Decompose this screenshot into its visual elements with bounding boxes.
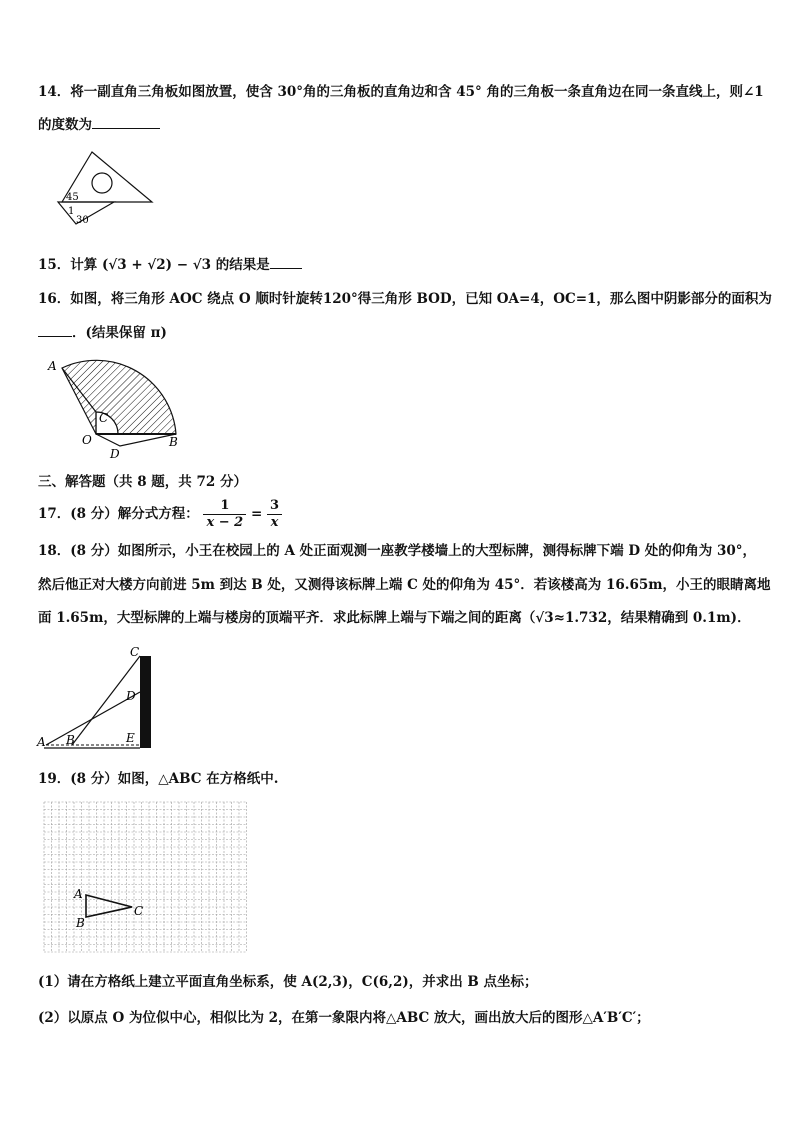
q19-triangle-abc <box>86 895 132 917</box>
q14-line2 <box>38 114 160 135</box>
q16-shaded-sector <box>62 360 176 434</box>
q16-line2-text: ．(结果保留 π) <box>72 325 167 341</box>
q18-building <box>140 656 151 748</box>
q17-left-numerator: 1 <box>203 498 246 515</box>
q15-prefix: 15．计算 <box>38 257 98 273</box>
q18-figure <box>34 642 164 754</box>
q19-part1: (1）请在方格纸上建立平面直角坐标系，使 A(2,3)，C(6,2)，并求出 B 点坐标； <box>38 974 538 990</box>
q16-label-c: C <box>99 411 109 425</box>
q14-label-30: 30 <box>76 215 89 226</box>
q18-line2: 然后他正对大楼方向前进 5m 到达 B 处，又测得该标牌上端 C 处的仰角为 45°．若该楼高为 16.65m，小王的眼睛离地 <box>38 577 771 593</box>
q18-line1: 18．(8 分）如图所示，小王在校园上的 A 处正面观测一座教学楼墙上的大型标牌，测得标牌下端 D 处的仰角为 30°， <box>38 543 756 559</box>
q19-grid-figure <box>42 800 252 955</box>
q17-line <box>38 496 282 532</box>
q15-answer-blank <box>270 254 302 269</box>
q18-label-e: E <box>126 731 135 745</box>
q16-triangle-bod <box>96 434 176 446</box>
q16-line1: 16．如图，将三角形 AOC 绕点 O 顺时针旋转120°得三角形 BOD，已知 OA=4，OC=1，那么图中阴影部分的面积为 <box>38 291 772 307</box>
q14-line1: 14．将一副直角三角板如图放置，使含 30°角的三角板的直角边和含 45° 角的三角板一条直角边在同一条直线上，则∠1 <box>38 84 764 100</box>
q16-figure <box>44 356 184 462</box>
section-3-heading: 三、解答题（共 8 题，共 72 分） <box>38 474 247 490</box>
q16-label-a: A <box>48 359 57 373</box>
q15-expression: (√3 + √2) − √3 <box>102 257 211 273</box>
q16-label-o: O <box>82 433 92 447</box>
q19-grid <box>44 802 247 952</box>
q18-line3: 面 1.65m，大型标牌的上端与楼房的顶端平齐．求此标牌上端与下端之间的距离（√3≈1.732，结果精确到 0.1m)． <box>38 610 751 626</box>
q14-line2-text: 的度数为 <box>38 117 92 133</box>
q17-prefix: 17．(8 分）解分式方程： <box>38 506 199 522</box>
q18-label-d: D <box>126 689 136 703</box>
q17-fraction-left <box>203 498 246 531</box>
q18-label-a: A <box>37 735 46 749</box>
q17-equals: = <box>250 506 263 522</box>
q16-answer-blank <box>38 322 72 337</box>
q17-fraction-right <box>267 498 282 531</box>
q16-label-d: D <box>110 447 120 461</box>
q16-label-b: B <box>169 435 178 449</box>
q19-part2: (2）以原点 O 为位似中心，相似比为 2，在第一象限内将△ABC 放大，画出放大后的图形△A′B′C′； <box>38 1010 650 1026</box>
q14-label-1: 1 <box>68 206 75 217</box>
q16-line2 <box>38 322 167 343</box>
q15-line <box>38 254 302 275</box>
q14-label-45: 45 <box>66 192 79 203</box>
q14-hole-circle <box>92 173 112 193</box>
q17-left-denominator: x − 2 <box>206 515 244 530</box>
q18-label-b: B <box>66 733 75 747</box>
q18-label-c: C <box>130 645 140 659</box>
q17-right-denominator: x <box>270 515 279 530</box>
q14-figure <box>50 148 160 228</box>
q15-suffix: 的结果是 <box>215 257 270 273</box>
q19-label-a: A <box>74 887 83 901</box>
q14-answer-blank <box>92 114 160 129</box>
q17-right-numerator: 3 <box>267 498 282 515</box>
q19-label-c: C <box>134 904 144 918</box>
q19-label-b: B <box>76 916 85 930</box>
q19-line1: 19．(8 分）如图，△ABC 在方格纸中. <box>38 771 279 787</box>
